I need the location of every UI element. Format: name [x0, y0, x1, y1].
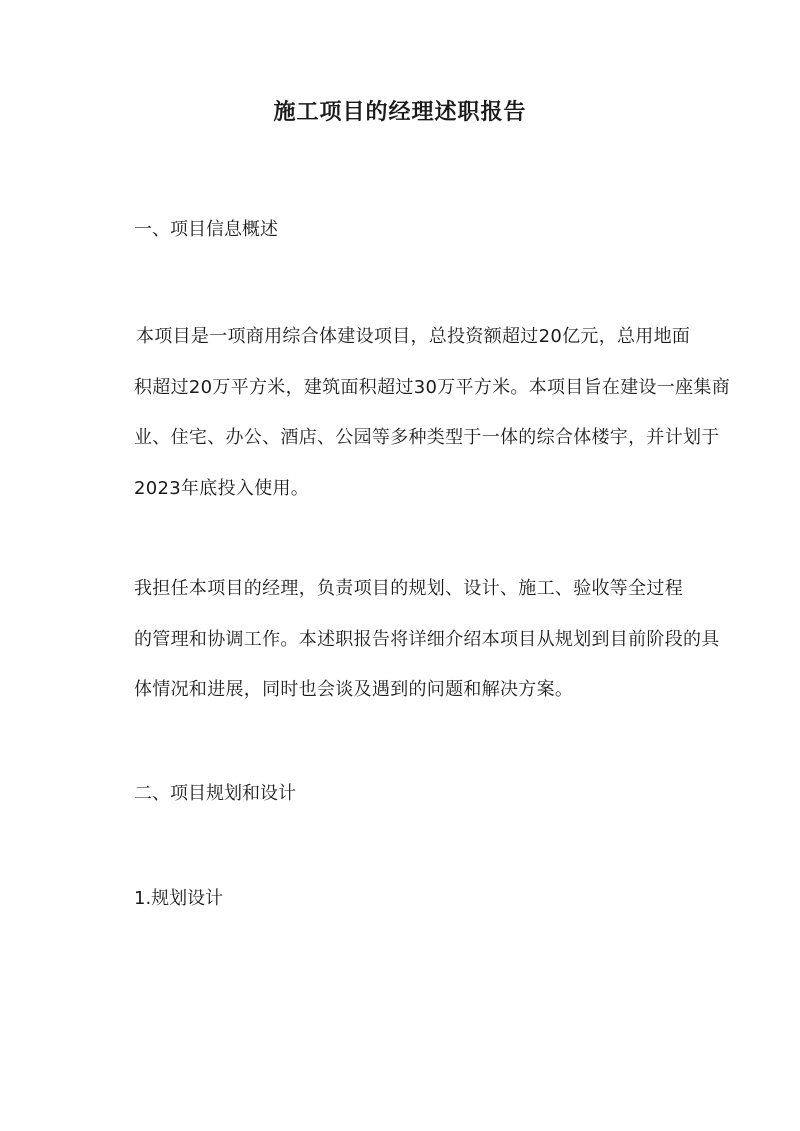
paragraph-line: 的管理和协调工作。本述职报告将详细介绍本项目从规划到目前阶段的具 [134, 628, 720, 650]
subsection-heading-planning: 1.规划设计 [134, 888, 224, 909]
paragraph-line: 2023年底投入使用。 [134, 477, 310, 499]
paragraph-line: 积超过20万平方米，建筑面积超过30万平方米。本项目旨在建设一座集商 [134, 376, 731, 398]
section-heading-2: 二、项目规划和设计 [134, 783, 296, 804]
document-title: 施工项目的经理述职报告 [273, 99, 527, 125]
section-heading-1: 一、项目信息概述 [134, 219, 278, 240]
paragraph-manager-role [134, 564, 720, 716]
paragraph-line: 我担任本项目的经理，负责项目的规划、设计、施工、验收等全过程 [134, 578, 683, 599]
paragraph-line: 本项目是一项商用综合体建设项目，总投资额超过20亿元，总用地面 [136, 326, 691, 347]
paragraph-line: 业、住宅、办公、酒店、公园等多种类型于一体的综合体楼宇，并计划于 [134, 427, 720, 448]
paragraph-project-overview [134, 312, 731, 514]
paragraph-line: 体情况和进展，同时也会谈及遇到的问题和解决方案。 [134, 679, 574, 700]
